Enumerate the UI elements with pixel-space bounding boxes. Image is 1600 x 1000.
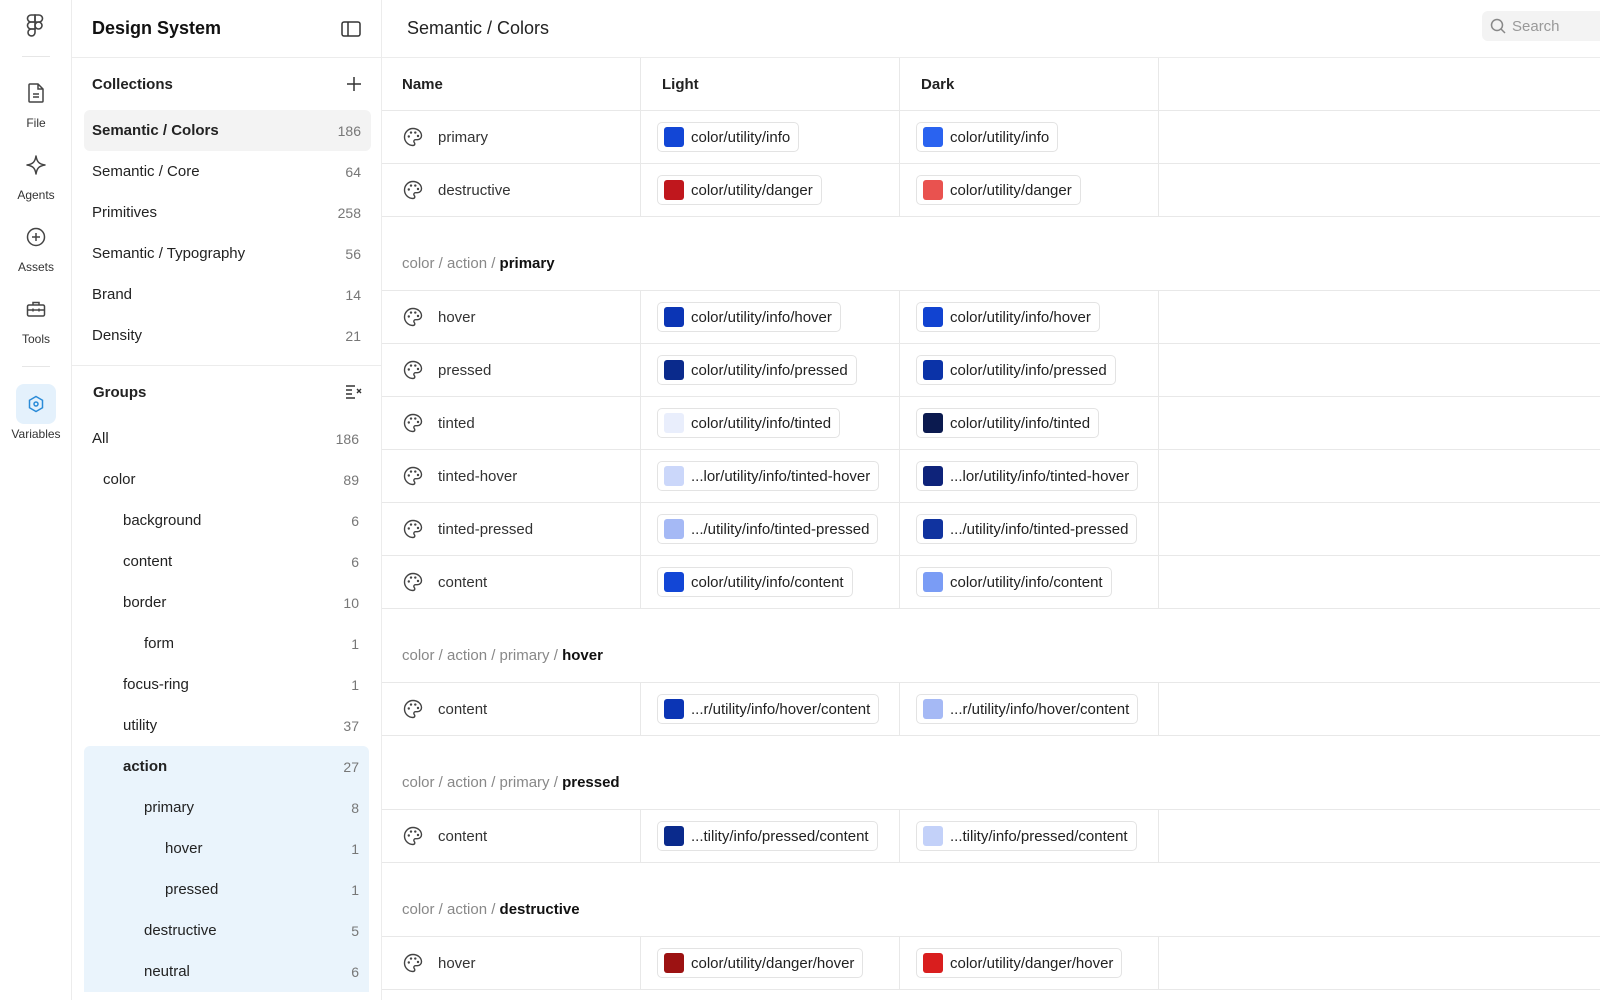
alias-name: color/utility/info/pressed	[950, 361, 1107, 379]
alias-chip-light[interactable]	[657, 461, 879, 491]
light-value-cell	[641, 111, 900, 163]
groups-header	[72, 366, 381, 418]
search-placeholder: Search	[1512, 17, 1560, 35]
alias-name: color/utility/info/tinted	[950, 414, 1091, 432]
variable-name: tinted-pressed	[438, 520, 534, 538]
color-swatch	[664, 572, 684, 592]
color-swatch	[664, 466, 684, 486]
table-body	[382, 111, 1600, 990]
empty-cell	[1159, 111, 1600, 163]
group-count: 6	[351, 963, 359, 980]
collection-label: Semantic / Core	[92, 163, 200, 180]
collection-item[interactable]	[84, 151, 371, 192]
group-section-header	[382, 217, 1600, 291]
collection-label: Density	[92, 327, 143, 344]
color-swatch	[664, 413, 684, 433]
group-item[interactable]	[84, 664, 369, 705]
alias-chip-dark[interactable]	[916, 175, 1081, 205]
light-value-cell	[641, 556, 900, 608]
panel-title: Design System	[92, 18, 222, 38]
variable-name-cell[interactable]	[382, 291, 641, 343]
group-item[interactable]	[84, 787, 369, 828]
alias-name: ...tility/info/pressed/content	[950, 827, 1128, 845]
color-swatch	[664, 180, 684, 200]
variable-name: content	[438, 700, 488, 718]
group-path-current: primary	[499, 255, 555, 272]
alias-name: ...lor/utility/info/tinted-hover	[950, 467, 1130, 485]
alias-chip-light[interactable]	[657, 408, 840, 438]
dark-value-cell	[900, 344, 1159, 396]
alias-chip-light[interactable]	[657, 948, 863, 978]
variable-name-cell[interactable]	[382, 111, 641, 163]
variable-name: content	[438, 573, 488, 591]
rail-divider	[22, 56, 50, 57]
color-swatch	[664, 127, 684, 147]
color-swatch	[664, 826, 684, 846]
alias-chip-dark[interactable]	[916, 122, 1058, 152]
file-icon	[19, 76, 53, 110]
group-path-current: destructive	[499, 901, 580, 918]
column-header-dark[interactable]: Dark	[900, 58, 1159, 110]
column-header-name[interactable]: Name	[382, 58, 641, 110]
alias-name: color/utility/info/content	[691, 573, 844, 591]
alias-chip-light[interactable]	[657, 122, 799, 152]
group-count: 37	[343, 717, 359, 734]
collapse-groups-button[interactable]	[345, 383, 363, 401]
alias-name: ...lor/utility/info/tinted-hover	[691, 467, 871, 485]
light-value-cell	[641, 503, 900, 555]
group-count: 10	[343, 594, 359, 611]
column-header-light[interactable]: Light	[641, 58, 900, 110]
empty-cell	[1159, 937, 1600, 989]
color-swatch	[664, 360, 684, 380]
color-swatch	[923, 180, 943, 200]
group-count: 27	[343, 758, 359, 775]
collection-label: Semantic / Typography	[92, 245, 246, 262]
light-value-cell	[641, 683, 900, 735]
empty-cell	[1159, 397, 1600, 449]
breadcrumb: Semantic / Colors	[407, 18, 550, 38]
variables-icon	[16, 384, 56, 424]
group-label: pressed	[165, 881, 219, 898]
group-item[interactable]	[84, 951, 369, 992]
alias-chip-light[interactable]	[657, 175, 822, 205]
alias-chip-light[interactable]	[657, 694, 879, 724]
collection-count: 56	[345, 245, 361, 262]
alias-chip-dark[interactable]	[916, 302, 1100, 332]
alias-name: color/utility/info/hover	[950, 308, 1091, 326]
group-label: primary	[144, 799, 195, 816]
group-count: 8	[351, 799, 359, 816]
color-swatch	[923, 360, 943, 380]
alias-name: color/utility/info/content	[950, 573, 1103, 591]
group-label: destructive	[144, 922, 217, 939]
collections-list	[72, 110, 381, 356]
group-label: border	[123, 594, 167, 611]
group-path-prefix: color / action /	[402, 255, 500, 272]
group-count: 1	[351, 676, 359, 693]
alias-chip-dark[interactable]	[916, 948, 1122, 978]
empty-cell	[1159, 683, 1600, 735]
alias-chip-dark[interactable]	[916, 694, 1138, 724]
table-row[interactable]	[382, 164, 1600, 217]
toolbox-icon	[19, 292, 53, 326]
alias-name: color/utility/danger/hover	[691, 954, 855, 972]
group-item[interactable]	[84, 418, 369, 459]
collection-label: Brand	[92, 286, 133, 303]
rail-item-label: Tools	[21, 332, 50, 346]
light-value-cell	[641, 450, 900, 502]
list-collapse-icon	[345, 384, 363, 400]
rail-item-variables[interactable]	[0, 384, 72, 448]
alias-name: ...r/utility/info/hover/content	[950, 700, 1130, 718]
table-row[interactable]	[382, 397, 1600, 450]
add-collection-button[interactable]	[345, 75, 363, 93]
dark-value-cell	[900, 450, 1159, 502]
group-count: 5	[351, 922, 359, 939]
color-swatch	[923, 307, 943, 327]
color-swatch	[664, 953, 684, 973]
light-value-cell	[641, 810, 900, 862]
palette-icon	[402, 179, 424, 201]
collections-header	[72, 58, 381, 110]
dark-value-cell	[900, 556, 1159, 608]
palette-icon	[402, 571, 424, 593]
variable-name-cell[interactable]	[382, 503, 641, 555]
collection-item[interactable]	[84, 315, 371, 356]
groups-list	[72, 418, 381, 992]
variable-name: destructive	[438, 181, 511, 199]
group-count: 6	[351, 553, 359, 570]
group-label: color	[103, 471, 136, 488]
alias-name: color/utility/danger/hover	[950, 954, 1114, 972]
collections-label: Collections	[92, 75, 173, 93]
variable-name: primary	[438, 128, 489, 146]
sidebar-toggle-icon[interactable]	[341, 21, 361, 37]
empty-cell	[1159, 556, 1600, 608]
dark-value-cell	[900, 111, 1159, 163]
variables-panel	[72, 0, 382, 1000]
search-icon	[1490, 18, 1506, 34]
variable-name-cell[interactable]	[382, 937, 641, 989]
search-input[interactable]	[1482, 11, 1600, 41]
variable-name: tinted-hover	[438, 467, 518, 485]
collection-item[interactable]	[84, 110, 371, 151]
collection-count: 14	[345, 286, 361, 303]
light-value-cell	[641, 937, 900, 989]
variable-name: hover	[438, 308, 476, 326]
rail-item-label: Assets	[17, 260, 54, 274]
table-row[interactable]	[382, 556, 1600, 609]
group-section-header	[382, 863, 1600, 937]
plus-circle-icon	[19, 220, 53, 254]
group-path-current: pressed	[562, 774, 620, 791]
group-label: neutral	[144, 963, 190, 980]
collection-label: Primitives	[92, 204, 158, 221]
group-item[interactable]	[84, 828, 369, 869]
palette-icon	[402, 465, 424, 487]
alias-name: color/utility/danger	[950, 181, 1072, 199]
alias-name: color/utility/info/tinted	[691, 414, 832, 432]
alias-name: color/utility/info/hover	[691, 308, 832, 326]
alias-chip-dark[interactable]	[916, 821, 1137, 851]
table-row[interactable]	[382, 450, 1600, 503]
empty-cell	[1159, 344, 1600, 396]
alias-chip-light[interactable]	[657, 302, 841, 332]
color-swatch	[664, 699, 684, 719]
group-section-header	[382, 609, 1600, 683]
group-section-header	[382, 736, 1600, 810]
variable-name-cell[interactable]	[382, 164, 641, 216]
alias-name: ...tility/info/pressed/content	[691, 827, 869, 845]
group-item[interactable]	[84, 623, 369, 664]
alias-chip-light[interactable]	[657, 821, 878, 851]
group-path-prefix: color / action /	[402, 901, 500, 918]
figma-logo-icon[interactable]	[24, 14, 46, 38]
collection-label: Semantic / Colors	[92, 122, 219, 139]
group-count: 1	[351, 840, 359, 857]
dark-value-cell	[900, 683, 1159, 735]
group-label: focus-ring	[123, 676, 189, 693]
color-swatch	[923, 953, 943, 973]
palette-icon	[402, 412, 424, 434]
alias-chip-light[interactable]	[657, 355, 857, 385]
light-value-cell	[641, 291, 900, 343]
color-swatch	[923, 466, 943, 486]
variable-name-cell[interactable]	[382, 450, 641, 502]
group-path-prefix: color / action / primary /	[402, 647, 563, 664]
alias-chip-light[interactable]	[657, 514, 878, 544]
dark-value-cell	[900, 397, 1159, 449]
dark-value-cell	[900, 291, 1159, 343]
group-label: utility	[123, 717, 158, 734]
group-item[interactable]	[84, 869, 369, 910]
dark-value-cell	[900, 164, 1159, 216]
sparkle-icon	[19, 148, 53, 182]
left-rail	[0, 0, 72, 1000]
alias-chip-dark[interactable]	[916, 461, 1138, 491]
group-item[interactable]	[84, 705, 369, 746]
color-swatch	[923, 519, 943, 539]
group-count: 89	[343, 471, 359, 488]
table-header	[382, 58, 1600, 111]
table-row[interactable]	[382, 291, 1600, 344]
group-path-prefix: color / action / primary /	[402, 774, 563, 791]
table-row[interactable]	[382, 683, 1600, 736]
palette-icon	[402, 698, 424, 720]
palette-icon	[402, 306, 424, 328]
dark-value-cell	[900, 810, 1159, 862]
group-path-current: hover	[562, 647, 603, 664]
variable-name: pressed	[438, 361, 492, 379]
variables-table-area	[382, 0, 1600, 1000]
group-label: content	[123, 553, 173, 570]
dark-value-cell	[900, 937, 1159, 989]
group-item[interactable]	[84, 582, 369, 623]
group-count: 186	[335, 430, 359, 447]
light-value-cell	[641, 164, 900, 216]
empty-cell	[1159, 503, 1600, 555]
collection-count: 21	[345, 327, 361, 344]
alias-chip-dark[interactable]	[916, 408, 1099, 438]
collection-item[interactable]	[84, 192, 371, 233]
alias-name: .../utility/info/tinted-pressed	[950, 520, 1129, 538]
table-row[interactable]	[382, 810, 1600, 863]
alias-name: .../utility/info/tinted-pressed	[691, 520, 870, 538]
color-swatch	[923, 127, 943, 147]
rail-item-tools[interactable]	[0, 292, 72, 356]
group-label: hover	[165, 840, 203, 857]
group-item[interactable]	[84, 459, 369, 500]
alias-name: color/utility/danger	[691, 181, 813, 199]
variable-name-cell[interactable]	[382, 683, 641, 735]
variable-name-cell[interactable]	[382, 556, 641, 608]
table-row[interactable]	[382, 503, 1600, 556]
alias-chip-light[interactable]	[657, 567, 853, 597]
panel-header	[72, 0, 381, 58]
alias-name: color/utility/info	[691, 128, 791, 146]
alias-chip-dark[interactable]	[916, 514, 1137, 544]
alias-name: color/utility/info	[950, 128, 1050, 146]
table-row[interactable]	[382, 937, 1600, 990]
group-item-selected[interactable]	[84, 746, 369, 787]
rail-divider	[22, 366, 50, 367]
color-swatch	[664, 519, 684, 539]
light-value-cell	[641, 397, 900, 449]
table-row[interactable]	[382, 111, 1600, 164]
group-count: 1	[351, 635, 359, 652]
top-bar	[382, 0, 1600, 58]
color-swatch	[923, 826, 943, 846]
variable-name-cell[interactable]	[382, 810, 641, 862]
color-swatch	[923, 572, 943, 592]
palette-icon	[402, 952, 424, 974]
alias-name: color/utility/info/pressed	[691, 361, 848, 379]
rail-item-label: Variables	[11, 427, 61, 441]
collection-count: 258	[337, 204, 361, 221]
variable-name-cell[interactable]	[382, 344, 641, 396]
collection-item[interactable]	[84, 274, 371, 315]
color-swatch	[923, 413, 943, 433]
groups-label: Groups	[93, 383, 147, 401]
rail-item-label: Agents	[17, 188, 55, 202]
collection-item[interactable]	[84, 233, 371, 274]
table-row[interactable]	[382, 344, 1600, 397]
group-label: form	[144, 635, 174, 652]
palette-icon	[402, 126, 424, 148]
collection-count: 64	[345, 163, 361, 180]
group-item[interactable]	[84, 500, 369, 541]
variable-name: hover	[438, 954, 476, 972]
variable-name: tinted	[438, 414, 475, 432]
group-count: 6	[351, 512, 359, 529]
palette-icon	[402, 825, 424, 847]
palette-icon	[402, 518, 424, 540]
empty-cell	[1159, 450, 1600, 502]
plus-icon	[346, 76, 362, 92]
alias-chip-dark[interactable]	[916, 567, 1112, 597]
rail-item-agents[interactable]	[0, 148, 72, 212]
light-value-cell	[641, 344, 900, 396]
group-count: 1	[351, 881, 359, 898]
palette-icon	[402, 359, 424, 381]
variable-name-cell[interactable]	[382, 397, 641, 449]
group-label: background	[123, 512, 202, 529]
alias-name: ...r/utility/info/hover/content	[691, 700, 871, 718]
empty-cell	[1159, 291, 1600, 343]
color-swatch	[664, 307, 684, 327]
group-item[interactable]	[84, 541, 369, 582]
rail-item-label: File	[26, 116, 46, 130]
rail-item-assets[interactable]	[0, 220, 72, 284]
variable-name: content	[438, 827, 488, 845]
group-label: All	[92, 430, 109, 447]
collection-count: 186	[337, 122, 361, 139]
alias-chip-dark[interactable]	[916, 355, 1116, 385]
empty-cell	[1159, 164, 1600, 216]
color-swatch	[923, 699, 943, 719]
empty-cell	[1159, 810, 1600, 862]
group-label: action	[123, 758, 168, 775]
column-header-empty	[1159, 58, 1600, 110]
rail-item-file[interactable]	[0, 76, 72, 140]
dark-value-cell	[900, 503, 1159, 555]
group-item[interactable]	[84, 910, 369, 951]
